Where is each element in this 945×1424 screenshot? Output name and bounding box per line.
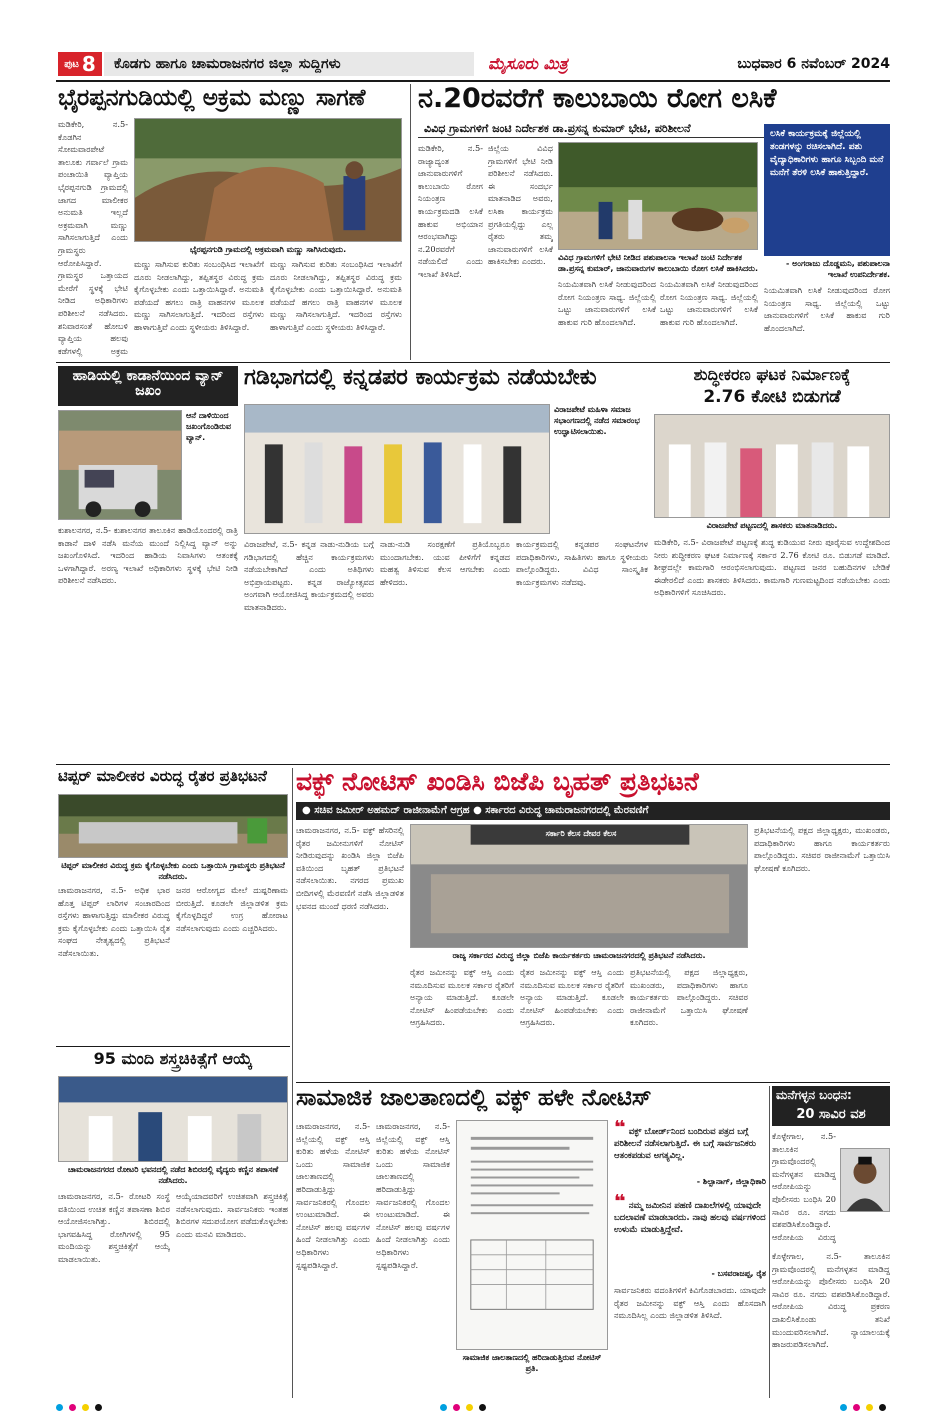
social-waqf-notice-image — [456, 1120, 608, 1350]
kannada-photo-illustration — [245, 405, 549, 533]
van-side-caption: ಆನೆ ದಾಳಿಯಿಂದ ಜಖಂಗೊಂಡಿರುವ ವ್ಯಾನ್. — [186, 411, 231, 442]
kannada-body-col1: ವಿರಾಜಪೇಟೆ, ನ.5- ಕನ್ನಡ ನಾಡು-ನುಡಿಯ ಬಗ್ಗೆ ಗಡಿಭಾಗದಲ್ಲಿ ಹೆಚ್ಚಿನ ಕಾರ್ಯಕ್ರಮಗಳು ನಡೆಯಬೇಕಾಗಿದೆ ಎಂದು ಅತಿಥಿಗಳು ಅಭಿಪ್ರಾಯಪಟ್ಟರು. ಕನ್ನಡ ರಾಜ್ಯೋತ್ಸವದ ಅಂಗವಾಗಿ ಆಯೋಜಿಸಿದ್ದ ಕಾರ್ಯಕ್ರಮದಲ್ಲಿ ಅವರು ಮಾತನಾಡಿದರು. — [244, 539, 374, 612]
kannada-side-caption: ವಿರಾಜಪೇಟೆ ಮಹಿಳಾ ಸಮಾಜ ಸಭಾಂಗಣದಲ್ಲಿ ನಡೆದ ಸಮಾರಂಭ ಉದ್ಘಾಟಿಸಲಾಯಿತು. — [554, 405, 640, 436]
yellow-dot — [82, 1404, 89, 1411]
waqf-protest-body-col2: ರೈತರ ಜಮೀನನ್ನು ವಕ್ಫ್ ಆಸ್ತಿ ಎಂದು ನಮೂದಿಸುವ ಮೂಲಕ ಸರ್ಕಾರ ರೈತರಿಗೆ ಅನ್ಯಾಯ ಮಾಡುತ್ತಿದೆ. ಕೂಡಲೇ ನೋಟಿಸ್ ಹಿಂಪಡೆಯಬೇಕು ಎಂದು ಆಗ್ರಹಿಸಿದರು. — [410, 967, 514, 1028]
registration-marks-center — [440, 1404, 486, 1411]
magenta-dot — [453, 1404, 460, 1411]
page-label: ಪುಟ — [64, 58, 79, 70]
surgery-body-col2: ಆಯ್ಕೆಯಾದವರಿಗೆ ಉಚಿತವಾಗಿ ಶಸ್ತ್ರಚಿಕಿತ್ಸೆ ನಡೆಸಲಾಗುವುದು. ಸಾರ್ವಜನಿಕರು ಇಂತಹ ಶಿಬಿರಗಳ ಸದುಪಯೋಗ ಪಡೆದುಕೊಳ್ಳಬೇಕು ಎಂದು ಮನವಿ ಮಾಡಿದರು. — [176, 1191, 288, 1239]
arrest-body-top: ಕೊಳ್ಳೇಗಾಲ, ನ.5- ತಾಲೂಕಿನ ಗ್ರಾಮವೊಂದರಲ್ಲಿ ಮನೆಗಳ್ಳತನ ಮಾಡಿದ್ದ ಆರೋಪಿಯನ್ನು ಪೊಲೀಸರು ಬಂಧಿಸಿ 20 ಸಾವಿರ ರೂ. ನಗದು ವಶಪಡಿಸಿಕೊಂಡಿದ್ದಾರೆ. ಆರೋಪಿಯ ವಿರುದ್ಧ — [772, 1131, 836, 1242]
section-title: ಕೊಡಗು ಹಾಗೂ ಚಾಮರಾಜನಗರ ಜಿಲ್ಲಾ ಸುದ್ದಿಗಳು — [104, 52, 474, 76]
vaccine-subhead: ವಿವಿಧ ಗ್ರಾಮಗಳಿಗೆ ಜಂಟಿ ನಿರ್ದೇಶಕ ಡಾ.ಪ್ರಸನ್ನ ಕುಮಾರ್ ಭೇಟಿ, ಪರಿಶೀಲನೆ — [418, 120, 890, 138]
purifier-caption: ವಿರಾಜಪೇಟೆ ಪಟ್ಟಣದಲ್ಲಿ ಶಾಸಕರು ಮಾತನಾಡಿದರು. — [706, 521, 838, 530]
waqf-protest-photo — [410, 824, 748, 948]
accused-photo — [840, 1148, 890, 1212]
black-dot — [879, 1404, 886, 1411]
cyan-dot — [56, 1404, 63, 1411]
soil-photo-illustration — [135, 119, 401, 241]
vaccine-photo — [558, 142, 758, 250]
vaccine-attribution: - ಅಂಗರಾಜು ದೊಡ್ಡಮನಿ, ಪಶುಪಾಲನಾ ಇಲಾಖೆ ಉಪನಿರ್ದೇಶಕ. — [786, 259, 890, 279]
vaccine-body-col5: ನಿಯಮಿತವಾಗಿ ಲಸಿಕೆ ನೀಡುವುದರಿಂದ ರೋಗ ನಿಯಂತ್ರಣ ಸಾಧ್ಯ. ಜಿಲ್ಲೆಯಲ್ಲಿ ಒಟ್ಟು ಜಾನುವಾರುಗಳಿಗೆ ಲಸಿಕೆ ಹಾಕುವ ಗುರಿ ಹೊಂದಲಾಗಿದೆ. — [764, 285, 890, 333]
issue-date: ಬುಧವಾರ 6 ನವೆಂಬರ್ 2024 — [737, 56, 890, 72]
vaccine-body-col2: ಜಿಲ್ಲೆಯ ವಿವಿಧ ಗ್ರಾಮಗಳಿಗೆ ಭೇಟಿ ನೀಡಿ ಪರಿಶೀಲನೆ ನಡೆಸಿದರು. ಈ ಸಂದರ್ಭ ಮಾತನಾಡಿದ ಅವರು, ಲಸಿಕಾ ಕಾರ್ಯಕ್ರಮ ಪ್ರಗತಿಯಲ್ಲಿದ್ದು ಎಲ್ಲ ರೈತರು ತಮ್ಮ ಜಾನುವಾರುಗಳಿಗೆ ಲಸಿಕೆ ಹಾಕಿಸಬೇಕು ಎಂದರು. — [488, 143, 553, 267]
waqf-protest-photo-illustration — [411, 825, 747, 947]
kannada-headline: ಗಡಿಭಾಗದಲ್ಲಿ ಕನ್ನಡಪರ ಕಾರ್ಯಕ್ರಮ ನಡೆಯಬೇಕು — [244, 365, 597, 390]
waqf-protest-body-col5: ಪ್ರತಿಭಟನೆಯಲ್ಲಿ ಪಕ್ಷದ ಜಿಲ್ಲಾಧ್ಯಕ್ಷರು, ಮುಖಂಡರು, ಪದಾಧಿಕಾರಿಗಳು ಹಾಗೂ ಕಾರ್ಯಕರ್ತರು ಪಾಲ್ಗೊಂಡಿದ್ದರು. ಸಚಿವರ ರಾಜೀನಾಮೆಗೆ ಒತ್ತಾಯಿಸಿ ಘೋಷಣೆ ಕೂಗಿದರು. — [754, 825, 890, 873]
soil-body-col1: ಮಡಿಕೇರಿ, ನ.5- ಕೊಡಗಿನ ಸೋಮವಾರಪೇಟೆ ತಾಲೂಕು ಗರ್ವಾಲೆ ಗ್ರಾಮ ಪಂಚಾಯಿತಿ ವ್ಯಾಪ್ತಿಯ ಭೈರಪ್ಪನಗುಡಿ ಗ್ರಾಮದಲ್ಲಿ ಜಾಗದ ಮಾಲೀಕರ ಅನುಮತಿ ಇಲ್ಲದೆ ಅಕ್ರಮವಾಗಿ ಮಣ್ಣು ಸಾಗಿಸಲಾಗುತ್ತಿದೆ ಎಂದು ಗ್ರಾಮಸ್ಥರು ಆರೋಪಿಸಿದ್ದಾರೆ. ಗ್ರಾಮಸ್ಥರ ಒತ್ತಾಯದ ಮೇರೆಗೆ ಸ್ಥಳಕ್ಕೆ ಭೇಟಿ ನೀಡಿದ ಅಧಿಕಾರಿಗಳು ಪರಿಶೀಲನೆ ನಡೆಸಿದರು. ಶನಿವಾರಸಂತೆ ಹೋಬಳಿ ವ್ಯಾಪ್ತಿಯ ಹಲವು ಕಡೆಗಳಲ್ಲಿ ಅಕ್ರಮ — [58, 119, 128, 356]
purifier-photo-illustration — [655, 415, 889, 517]
van-photo — [58, 410, 182, 520]
surgery-caption: ಚಾಮರಾಜನಗರದ ರೋಟರಿ ಭವನದಲ್ಲಿ ನಡೆದ ಶಿಬಿರದಲ್ಲಿ ವೈದ್ಯರು ಕಣ್ಣಿನ ತಪಾಸಣೆ ನಡೆಸಿದರು. — [67, 1165, 279, 1185]
cyan-dot — [840, 1404, 847, 1411]
tipper-headline: ಟಿಪ್ಪರ್ ಮಾಲೀಕರ ವಿರುದ್ಧ ರೈತರ ಪ್ರತಿಭಟನೆ — [58, 767, 267, 785]
magenta-dot — [69, 1404, 76, 1411]
quote-mark-icon-2: ❝ — [614, 1194, 626, 1213]
quote-box-1 — [614, 1120, 766, 1174]
surgery-headline: 95 ಮಂದಿ ಶಸ್ತ್ರಚಿಕಿತ್ಸೆಗೆ ಆಯ್ಕೆ — [93, 1049, 253, 1068]
arrest-headline-line2: 20 ಸಾವಿರ ವಶ — [772, 1106, 890, 1126]
soil-photo — [134, 118, 402, 242]
page-number: 8 — [81, 52, 96, 76]
purifier-body: ಮಡಿಕೇರಿ, ನ.5- ವಿರಾಜಪೇಟೆ ಪಟ್ಟಣಕ್ಕೆ ಶುದ್ಧ ಕುಡಿಯುವ ನೀರು ಪೂರೈಸುವ ಉದ್ದೇಶದಿಂದ ನೀರು ಶುದ್ಧೀಕರಣ ಘಟಕ ನಿರ್ಮಾಣಕ್ಕೆ ಸರ್ಕಾರ 2.76 ಕೋಟಿ ರೂ. ಬಿಡುಗಡೆ ಮಾಡಿದೆ. ಶೀಘ್ರದಲ್ಲೇ ಕಾಮಗಾರಿ ಆರಂಭಿಸಲಾಗುವುದು. ಪಟ್ಟಣದ ಜನರ ಬಹುದಿನಗಳ ಬೇಡಿಕೆ ಈಡೇರಲಿದೆ ಎಂದು ಶಾಸಕರು ತಿಳಿಸಿದರು. ಕಾಮಗಾರಿ ಗುಣಮಟ್ಟದಿಂದ ನಡೆಯಬೇಕು ಎಂದು ಅಧಿಕಾರಿಗಳಿಗೆ ಸೂಚಿಸಿದರು. — [654, 537, 890, 598]
waqf-protest-photo-sign: ಸರ್ಕಾರಿ ಕೆಲಸ ದೇವರ ಕೆಲಸ — [545, 829, 617, 838]
kannada-body-col3: ಕಾರ್ಯಕ್ರಮದಲ್ಲಿ ಕನ್ನಡಪರ ಸಂಘಟನೆಗಳ ಪದಾಧಿಕಾರಿಗಳು, ಸಾಹಿತಿಗಳು ಹಾಗೂ ಸ್ಥಳೀಯರು ಪಾಲ್ಗೊಂಡಿದ್ದರು. ವಿವಿಧ ಸಾಂಸ್ಕೃತಿಕ ಕಾರ್ಯಕ್ರಮಗಳು ನಡೆದವು. — [516, 539, 648, 587]
kannada-body-col2: ನಾಡು-ನುಡಿ ಸಂರಕ್ಷಣೆಗೆ ಪ್ರತಿಯೊಬ್ಬರೂ ಮುಂದಾಗಬೇಕು. ಯುವ ಪೀಳಿಗೆಗೆ ಕನ್ನಡದ ಮಹತ್ವ ತಿಳಿಸುವ ಕೆಲಸ ಆಗಬೇಕು ಎಂದು ಹೇಳಿದರು. — [380, 539, 510, 587]
quote-box-2 — [614, 1194, 766, 1266]
quote-1-text: ವಕ್ಫ್ ಬೋರ್ಡ್‌ನಿಂದ ಬಂದಿರುವ ಪತ್ರದ ಬಗ್ಗೆ ಪರಿಶೀಲನೆ ನಡೆಸಲಾಗುತ್ತಿದೆ. ಈ ಬಗ್ಗೆ ಸಾರ್ವಜನಿಕರು ಆತಂಕಪಡುವ ಅಗತ್ಯವಿಲ್ಲ. — [614, 1127, 756, 1161]
soil-body-col2: ಮಣ್ಣು ಸಾಗಿಸುವ ಕುರಿತು ಸಂಬಂಧಿಸಿದ ಇಲಾಖೆಗೆ ದೂರು ನೀಡಲಾಗಿದ್ದು, ತಪ್ಪಿತಸ್ಥರ ವಿರುದ್ಧ ಕ್ರಮ ಕೈಗೊಳ್ಳಬೇಕು ಎಂದು ಒತ್ತಾಯಿಸಿದ್ದಾರೆ. ಅನುಮತಿ ಪಡೆಯದೆ ಹಗಲು ರಾತ್ರಿ ವಾಹನಗಳ ಮೂಲಕ ಮಣ್ಣು ಸಾಗಿಸಲಾಗುತ್ತಿದೆ. ಇದರಿಂದ ರಸ್ತೆಗಳು ಹಾಳಾಗುತ್ತಿವೆ ಎಂದು ಸ್ಥಳೀಯರು ತಿಳಿಸಿದ್ದಾರೆ. — [134, 259, 264, 332]
purifier-headline-line1: ಶುದ್ಧೀಕರಣ ಘಟಕ ನಿರ್ಮಾಣಕ್ಕೆ — [693, 365, 851, 384]
social-waqf-body-col1: ಚಾಮರಾಜನಗರ, ನ.5- ಜಿಲ್ಲೆಯಲ್ಲಿ ವಕ್ಫ್ ಆಸ್ತಿ ಕುರಿತು ಹಳೆಯ ನೋಟಿಸ್ ಒಂದು ಸಾಮಾಜಿಕ ಜಾಲತಾಣದಲ್ಲಿ ಹರಿದಾಡುತ್ತಿದ್ದು ಸಾರ್ವಜನಿಕರಲ್ಲಿ ಗೊಂದಲ ಉಂಟುಮಾಡಿದೆ. ಈ ನೋಟಿಸ್ ಹಲವು ವರ್ಷಗಳ ಹಿಂದೆ ನೀಡಲಾಗಿತ್ತು ಎಂದು ಅಧಿಕಾರಿಗಳು ಸ್ಪಷ್ಟಪಡಿಸಿದ್ದಾರೆ. — [296, 1121, 370, 1270]
vaccine-body-col3: ನಿಯಮಿತವಾಗಿ ಲಸಿಕೆ ನೀಡುವುದರಿಂದ ರೋಗ ನಿಯಂತ್ರಣ ಸಾಧ್ಯ. ಜಿಲ್ಲೆಯಲ್ಲಿ ಒಟ್ಟು ಜಾನುವಾರುಗಳಿಗೆ ಲಸಿಕೆ ಹಾಕುವ ಗುರಿ ಹೊಂದಲಾಗಿದೆ. — [558, 279, 656, 327]
black-dot — [479, 1404, 486, 1411]
arrest-body-bottom: ಕೊಳ್ಳೇಗಾಲ, ನ.5- ತಾಲೂಕಿನ ಗ್ರಾಮವೊಂದರಲ್ಲಿ ಮನೆಗಳ್ಳತನ ಮಾಡಿದ್ದ ಆರೋಪಿಯನ್ನು ಪೊಲೀಸರು ಬಂಧಿಸಿ 20 ಸಾವಿರ ರೂ. ನಗದು ವಶಪಡಿಸಿಕೊಂಡಿದ್ದಾರೆ. ಆರೋಪಿಯ ವಿರುದ್ಧ ಪ್ರಕರಣ ದಾಖಲಿಸಿಕೊಂಡು ತನಿಖೆ ಮುಂದುವರಿಸಲಾಗಿದೆ. ನ್ಯಾಯಾಲಯಕ್ಕೆ ಹಾಜರುಪಡಿಸಲಾಗಿದೆ. — [772, 1251, 890, 1350]
social-waqf-body-col2: ಚಾಮರಾಜನಗರ, ನ.5- ಜಿಲ್ಲೆಯಲ್ಲಿ ವಕ್ಫ್ ಆಸ್ತಿ ಕುರಿತು ಹಳೆಯ ನೋಟಿಸ್ ಒಂದು ಸಾಮಾಜಿಕ ಜಾಲತಾಣದಲ್ಲಿ ಹರಿದಾಡುತ್ತಿದ್ದು ಸಾರ್ವಜನಿಕರಲ್ಲಿ ಗೊಂದಲ ಉಂಟುಮಾಡಿದೆ. ಈ ನೋಟಿಸ್ ಹಲವು ವರ್ಷಗಳ ಹಿಂದೆ ನೀಡಲಾಗಿತ್ತು ಎಂದು ಅಧಿಕಾರಿಗಳು ಸ್ಪಷ್ಟಪಡಿಸಿದ್ದಾರೆ. — [376, 1121, 450, 1270]
surgery-photo — [58, 1076, 288, 1162]
tipper-caption: ಟಿಪ್ಪರ್ ಮಾಲೀಕರ ವಿರುದ್ಧ ಕ್ರಮ ಕೈಗೊಳ್ಳಬೇಕು ಎಂದು ಒತ್ತಾಯಿಸಿ ಗ್ರಾಮಸ್ಥರು ಪ್ರತಿಭಟನೆ ನಡೆಸಿದರು. — [61, 861, 285, 881]
tipper-body-col2: ಜನರ ಆರೋಗ್ಯದ ಮೇಲೆ ದುಷ್ಪರಿಣಾಮ ಬೀರುತ್ತಿದೆ. ಕೂಡಲೇ ಜಿಲ್ಲಾಡಳಿತ ಕ್ರಮ ಕೈಗೊಳ್ಳದಿದ್ದರೆ ಉಗ್ರ ಹೋರಾಟ ನಡೆಸಲಾಗುವುದು ಎಂದು ಎಚ್ಚರಿಸಿದರು. — [176, 885, 288, 933]
left-rule — [56, 1046, 290, 1047]
kannada-photo — [244, 404, 550, 534]
cyan-dot — [440, 1404, 447, 1411]
black-dot — [95, 1404, 102, 1411]
newspaper-brand: ಮೈಸೂರು ಮಿತ್ರ — [488, 54, 568, 73]
waqf-protest-caption: ರಾಜ್ಯ ಸರ್ಕಾರದ ವಿರುದ್ಧ ಜಿಲ್ಲಾ ಬಿಜೆಪಿ ಕಾರ್ಯಕರ್ತರು ಚಾಮರಾಜನಗರದಲ್ಲಿ ಪ್ರತಿಭಟನೆ ನಡೆಸಿದರು. — [452, 951, 706, 960]
quote-2-attribution: - ಬಸವರಾಜಪ್ಪ, ರೈತ — [711, 1269, 766, 1278]
quote-1-attribution: - ಶಿಲ್ಪಾನಾಗ್, ಜಿಲ್ಲಾಧಿಕಾರಿ — [696, 1177, 766, 1186]
magenta-dot — [853, 1404, 860, 1411]
waqf-protest-body-col1: ಚಾಮರಾಜನಗರ, ನ.5- ವಕ್ಫ್ ಹೆಸರಿನಲ್ಲಿ ರೈತರ ಜಮೀನುಗಳಿಗೆ ನೋಟಿಸ್ ನೀಡಿರುವುದನ್ನು ಖಂಡಿಸಿ ಜಿಲ್ಲಾ ಬಿಜೆಪಿ ವತಿಯಿಂದ ಬೃಹತ್ ಪ್ರತಿಭಟನೆ ನಡೆಸಲಾಯಿತು. ನಗರದ ಪ್ರಮುಖ ಬೀದಿಗಳಲ್ಲಿ ಮೆರವಣಿಗೆ ನಡೆಸಿ ಜಿಲ್ಲಾಡಳಿತ ಭವನದ ಮುಂದೆ ಧರಣಿ ನಡೆಸಿದರು. — [296, 825, 404, 911]
vaccine-caption: ವಿವಿಧ ಗ್ರಾಮಗಳಿಗೆ ಭೇಟಿ ನೀಡಿದ ಪಶುಪಾಲನಾ ಇಲಾಖೆ ಜಂಟಿ ನಿರ್ದೇಶಕ ಡಾ.ಪ್ರಸನ್ನ ಕುಮಾರ್, ಜಾನುವಾರುಗಳ ಕಾಲುಬಾಯಿ ರೋಗ ಲಸಿಕೆ ಹಾಕಿಸಿದರು. — [558, 253, 758, 273]
page-number-badge — [58, 52, 102, 76]
soil-body-col3: ಮಣ್ಣು ಸಾಗಿಸುವ ಕುರಿತು ಸಂಬಂಧಿಸಿದ ಇಲಾಖೆಗೆ ದೂರು ನೀಡಲಾಗಿದ್ದು, ತಪ್ಪಿತಸ್ಥರ ವಿರುದ್ಧ ಕ್ರಮ ಕೈಗೊಳ್ಳಬೇಕು ಎಂದು ಒತ್ತಾಯಿಸಿದ್ದಾರೆ. ಅನುಮತಿ ಪಡೆಯದೆ ಹಗಲು ರಾತ್ರಿ ವಾಹನಗಳ ಮೂಲಕ ಮಣ್ಣು ಸಾಗಿಸಲಾಗುತ್ತಿದೆ. ಇದರಿಂದ ರಸ್ತೆಗಳು ಹಾಳಾಗುತ್ತಿವೆ ಎಂದು ಸ್ಥಳೀಯರು ತಿಳಿಸಿದ್ದಾರೆ. — [270, 259, 402, 332]
vaccine-body-col4: ನಿಯಮಿತವಾಗಿ ಲಸಿಕೆ ನೀಡುವುದರಿಂದ ರೋಗ ನಿಯಂತ್ರಣ ಸಾಧ್ಯ. ಜಿಲ್ಲೆಯಲ್ಲಿ ಒಟ್ಟು ಜಾನುವಾರುಗಳಿಗೆ ಲಸಿಕೆ ಹಾಕುವ ಗುರಿ ಹೊಂದಲಾಗಿದೆ. — [660, 279, 758, 327]
registration-marks-left — [56, 1404, 102, 1411]
row2-rule — [56, 764, 890, 765]
vaccine-highlight-box: ಲಸಿಕೆ ಕಾರ್ಯಕ್ರಮಕ್ಕೆ ಜಿಲ್ಲೆಯಲ್ಲಿ ತಂಡಗಳನ್ನು ರಚಿಸಲಾಗಿದೆ. ಪಶು ವೈದ್ಯಾಧಿಕಾರಿಗಳು ಹಾಗೂ ಸಿಬ್ಬಂದಿ ಮನೆ ಮನೆಗೆ ತೆರಳಿ ಲಸಿಕೆ ಹಾಕುತ್ತಿದ್ದಾರೆ. — [764, 124, 890, 256]
tipper-photo-illustration — [59, 795, 287, 857]
vaccine-photo-illustration — [559, 143, 757, 249]
van-headline: ಹಾಡಿಯಲ್ಲಿ ಕಾಡಾನೆಯಿಂದ ವ್ಯಾನ್ ಜಖಂ — [58, 366, 238, 406]
waqf-protest-body-col3: ರೈತರ ಜಮೀನನ್ನು ವಕ್ಫ್ ಆಸ್ತಿ ಎಂದು ನಮೂದಿಸುವ ಮೂಲಕ ಸರ್ಕಾರ ರೈತರಿಗೆ ಅನ್ಯಾಯ ಮಾಡುತ್ತಿದೆ. ಕೂಡಲೇ ನೋಟಿಸ್ ಹಿಂಪಡೆಯಬೇಕು ಎಂದು ಆಗ್ರಹಿಸಿದರು. — [520, 967, 624, 1028]
tipper-photo — [58, 794, 288, 858]
notice-document-illustration — [457, 1121, 607, 1349]
accused-portrait-illustration — [841, 1149, 889, 1211]
quote-mark-icon: ❝ — [614, 1120, 626, 1139]
soil-caption: ಭೈರಪ್ಪನಗುಡಿ ಗ್ರಾಮದಲ್ಲಿ ಅಕ್ರಮವಾಗಿ ಮಣ್ಣು ಸಾಗಿಸಿರುವುದು. — [189, 245, 347, 254]
divider-right — [769, 1086, 770, 1398]
waqf-protest-headline: ವಕ್ಫ್ ನೋಟಿಸ್ ಖಂಡಿಸಿ ಬಿಜೆಪಿ ಬೃಹತ್ ಪ್ರತಿಭಟನೆ — [296, 767, 699, 796]
waqf-protest-body-col4: ಪ್ರತಿಭಟನೆಯಲ್ಲಿ ಪಕ್ಷದ ಜಿಲ್ಲಾಧ್ಯಕ್ಷರು, ಮುಖಂಡರು, ಪದಾಧಿಕಾರಿಗಳು ಹಾಗೂ ಕಾರ್ಯಕರ್ತರು ಪಾಲ್ಗೊಂಡಿದ್ದರು. ಸಚಿವರ ರಾಜೀನಾಮೆಗೆ ಒತ್ತಾಯಿಸಿ ಘೋಷಣೆ ಕೂಗಿದರು. — [630, 967, 748, 1028]
purifier-photo — [654, 414, 890, 518]
vaccine-body-col1: ಮಡಿಕೇರಿ, ನ.5- ರಾಜ್ಯಾದ್ಯಂತ ಜಾನುವಾರುಗಳಿಗೆ ಕಾಲುಬಾಯಿ ರೋಗ ನಿಯಂತ್ರಣ ಕಾರ್ಯಕ್ರಮದಡಿ ಲಸಿಕೆ ಹಾಕುವ ಅಭಿಯಾನ ಆರಂಭವಾಗಿದ್ದು ನ.20ರವರೆಗೆ ನಡೆಯಲಿದೆ ಎಂದು ಇಲಾಖೆ ತಿಳಿಸಿದೆ. — [418, 143, 483, 279]
row1-rule — [56, 362, 890, 363]
surgery-photo-illustration — [59, 1077, 287, 1161]
van-photo-illustration — [59, 411, 181, 519]
divider-left — [292, 768, 293, 1398]
arrest-headline-line1: ಮನೆಗಳ್ಳನ ಬಂಧನ: — [772, 1086, 890, 1106]
yellow-dot — [866, 1404, 873, 1411]
divider-top — [410, 84, 411, 360]
social-waqf-body-col3: ಸಾರ್ವಜನಿಕರು ವದಂತಿಗಳಿಗೆ ಕಿವಿಗೊಡಬಾರದು. ಯಾವುದೇ ರೈತರ ಜಮೀನನ್ನು ವಕ್ಫ್ ಆಸ್ತಿ ಎಂದು ಹೊಸದಾಗಿ ನಮೂದಿಸಿಲ್ಲ ಎಂದು ಜಿಲ್ಲಾಡಳಿತ ತಿಳಿಸಿದೆ. — [614, 1285, 766, 1321]
surgery-body-col1: ಚಾಮರಾಜನಗರ, ನ.5- ರೋಟರಿ ಸಂಸ್ಥೆ ವತಿಯಿಂದ ಉಚಿತ ಕಣ್ಣಿನ ತಪಾಸಣಾ ಶಿಬಿರ ಆಯೋಜಿಸಲಾಗಿತ್ತು. ಶಿಬಿರದಲ್ಲಿ ಭಾಗವಹಿಸಿದ್ದ ರೋಗಿಗಳಲ್ಲಿ 95 ಮಂದಿಯನ್ನು ಶಸ್ತ್ರಚಿಕಿತ್ಸೆಗೆ ಆಯ್ಕೆ ಮಾಡಲಾಯಿತು. — [58, 1191, 170, 1264]
social-waqf-caption: ಸಾಮಾಜಿಕ ಜಾಲತಾಣದಲ್ಲಿ ಹರಿದಾಡುತ್ತಿರುವ ನೋಟಿಸ್ ಪ್ರತಿ. — [462, 1353, 602, 1373]
registration-marks-right — [840, 1404, 886, 1411]
soil-headline: ಭೈರಪ್ಪನಗುಡಿಯಲ್ಲಿ ಅಕ್ರಮ ಮಣ್ಣು ಸಾಗಣೆ — [58, 85, 366, 111]
yellow-dot — [466, 1404, 473, 1411]
masthead-rule — [56, 80, 890, 82]
quote-2-text: ನಮ್ಮ ಜಮೀನಿನ ಪಹಣಿ ದಾಖಲೆಗಳಲ್ಲಿ ಯಾವುದೇ ಬದಲಾವಣೆ ಮಾಡಬಾರದು. ನಾವು ಹಲವು ವರ್ಷಗಳಿಂದ ಉಳುಮೆ ಮಾಡುತ್ತಿದ್ದೇವೆ. — [614, 1201, 766, 1235]
vaccine-headline: ನ.20ರವರೆಗೆ ಕಾಲುಬಾಯಿ ರೋಗ ಲಸಿಕೆ — [418, 83, 777, 114]
social-waqf-headline: ಸಾಮಾಜಿಕ ಜಾಲತಾಣದಲ್ಲಿ ವಕ್ಫ್ ಹಳೇ ನೋಟಿಸ್ — [296, 1085, 652, 1111]
van-body: ಕುಶಾಲನಗರ, ನ.5- ಕುಶಾಲನಗರ ತಾಲೂಕಿನ ಹಾಡಿಯೊಂದರಲ್ಲಿ ರಾತ್ರಿ ಕಾಡಾನೆ ದಾಳಿ ನಡೆಸಿ ಮನೆಯ ಮುಂದೆ ನಿಲ್ಲಿಸಿದ್ದ ವ್ಯಾನ್ ಅನ್ನು ಜಖಂಗೊಳಿಸಿದೆ. ಇದರಿಂದ ಹಾಡಿಯ ನಿವಾಸಿಗಳು ಆತಂಕಕ್ಕೆ ಒಳಗಾಗಿದ್ದಾರೆ. ಅರಣ್ಯ ಇಲಾಖೆ ಅಧಿಕಾರಿಗಳು ಸ್ಥಳಕ್ಕೆ ಭೇಟಿ ನೀಡಿ ಪರಿಶೀಲನೆ ನಡೆಸಿದರು. — [58, 525, 238, 586]
purifier-headline-line2: 2.76 ಕೋಟಿ ಬಿಡುಗಡೆ — [703, 387, 841, 407]
tipper-body-col1: ಚಾಮರಾಜನಗರ, ನ.5- ಅಧಿಕ ಭಾರ ಹೊತ್ತ ಟಿಪ್ಪರ್ ಲಾರಿಗಳ ಸಂಚಾರದಿಂದ ರಸ್ತೆಗಳು ಹಾಳಾಗುತ್ತಿದ್ದು ಮಾಲೀಕರ ವಿರುದ್ಧ ಕ್ರಮ ಕೈಗೊಳ್ಳಬೇಕು ಎಂದು ಒತ್ತಾಯಿಸಿ ರೈತ ಸಂಘದ ನೇತೃತ್ವದಲ್ಲಿ ಪ್ರತಿಭಟನೆ ನಡೆಸಲಾಯಿತು. — [58, 885, 170, 958]
row3-rule — [296, 1082, 890, 1083]
waqf-protest-subhead: ● ಸಚಿವ ಜಮೀರ್ ಅಹಮದ್ ರಾಜೀನಾಮೆಗೆ ಆಗ್ರಹ ● ಸರ್ಕಾರದ ವಿರುದ್ಧ ಚಾಮರಾಜನಗರದಲ್ಲಿ ಮೆರವಣಿಗೆ — [296, 802, 890, 820]
